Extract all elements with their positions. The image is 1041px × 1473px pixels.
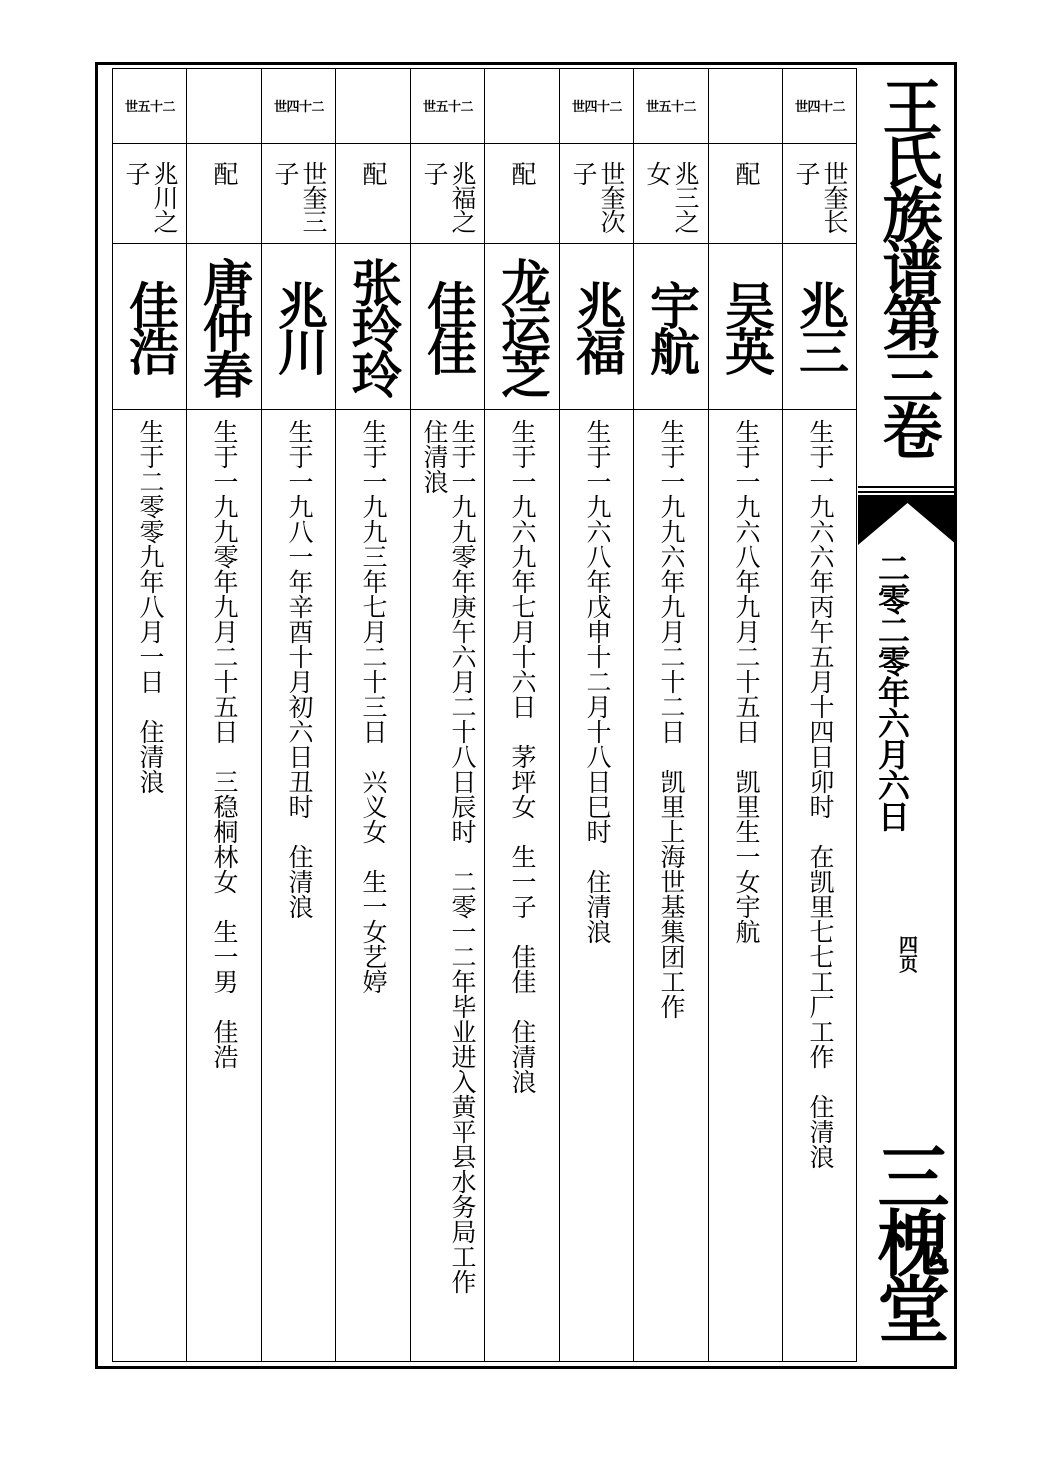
biography-cell <box>634 409 708 1359</box>
generation-cell <box>411 68 485 143</box>
page-number-block <box>858 935 957 973</box>
generation-cell <box>709 68 783 143</box>
person-name: 宇航 <box>642 280 701 372</box>
relation-cell <box>262 143 336 243</box>
relation-label: 配 <box>508 161 537 185</box>
page-number: 四页 <box>896 935 918 973</box>
biography-cell <box>187 409 261 1359</box>
relation-label: 世奎三子 <box>271 161 328 233</box>
generation-label: 二十四世 <box>273 100 324 115</box>
relation-label: 兆川之子 <box>122 161 179 233</box>
biography-text: 生于一九六八年九月二十五日 凯里生一女宇航 <box>732 419 761 944</box>
relation-cell <box>485 143 559 243</box>
relation-cell <box>336 143 410 243</box>
biography-text: 生于一九九零年九月二十五日 三稳桐林女 生一男 佳浩 <box>210 419 239 1069</box>
relation-label: 配 <box>210 161 239 185</box>
generation-cell <box>783 68 857 143</box>
biography-cell <box>709 409 783 1359</box>
biography-text: 生于一九八一年辛酉十月初六日丑时 住清浪 <box>285 419 314 919</box>
generation-cell <box>485 68 559 143</box>
biography-text: 生于一九九零年庚午六月二十八日辰时 二零一二年毕业进入黄平县水务局工作 住清浪 <box>420 419 477 1319</box>
relation-label: 配 <box>359 161 388 185</box>
person-name: 唐仲春 <box>195 257 254 395</box>
name-cell <box>709 243 783 409</box>
person-name: 兆三 <box>791 280 850 372</box>
biography-cell <box>560 409 634 1359</box>
person-name: 佳浩 <box>121 280 180 372</box>
generation-label: 二十五世 <box>124 100 175 115</box>
book-title-block <box>858 76 957 454</box>
banner-ornament <box>858 495 957 545</box>
name-cell <box>262 243 336 409</box>
biography-text: 生于二零零九年八月一日 住清浪 <box>136 419 165 794</box>
name-cell <box>485 243 559 409</box>
name-cell <box>187 243 261 409</box>
relation-label: 兆福之子 <box>420 161 477 233</box>
person-name: 张玲玲 <box>344 257 403 395</box>
title-rule <box>858 486 957 488</box>
relation-cell <box>634 143 708 243</box>
generation-label: 二十五世 <box>645 100 696 115</box>
generation-cell <box>560 68 634 143</box>
biography-text: 生于一九九六年九月二十二日 凯里上海世基集团工作 <box>657 419 686 1019</box>
relation-label: 世奎次子 <box>569 161 626 233</box>
relation-cell <box>187 143 261 243</box>
generation-label: 二十四世 <box>571 100 622 115</box>
book-title: 王氏族谱第三卷 <box>872 76 943 454</box>
name-cell <box>560 243 634 409</box>
name-cell <box>783 243 857 409</box>
relation-cell <box>411 143 485 243</box>
biography-cell <box>411 409 485 1319</box>
generation-label: 二十五世 <box>422 100 473 115</box>
relation-cell <box>709 143 783 243</box>
biography-text: 生于一九九三年七月二十三日 兴义女 生一女艺婷 <box>359 419 388 994</box>
biography-cell <box>113 409 187 1359</box>
relation-cell <box>560 143 634 243</box>
biography-text: 生于一九六八年戊申十二月十八日巳时 住清浪 <box>583 419 612 944</box>
title-rule <box>858 491 957 493</box>
name-cell <box>113 243 187 409</box>
biography-text: 生于一九六六年丙午五月十四日卯时 在凯里七七工厂工作 住清浪 <box>806 419 835 1169</box>
person-name: 吴英 <box>717 280 776 372</box>
date-block <box>858 552 926 831</box>
generation-cell <box>336 68 410 143</box>
person-name: 兆福 <box>568 280 627 372</box>
relation-label: 世奎长子 <box>792 161 849 233</box>
edition-date: 二零二零年六月六日 <box>873 552 911 831</box>
biography-cell <box>485 409 559 1359</box>
person-name: 龙运芝 <box>493 257 552 395</box>
hall-name: 三槐堂 <box>865 1140 951 1338</box>
name-cell <box>336 243 410 409</box>
relation-label: 配 <box>732 161 761 185</box>
generation-cell <box>634 68 708 143</box>
person-name: 佳佳 <box>419 280 478 372</box>
name-cell <box>634 243 708 409</box>
generation-cell <box>113 68 187 143</box>
biography-text: 生于一九六九年七月十六日 茅坪女 生一子 佳佳 住清浪 <box>508 419 537 1094</box>
generation-cell <box>187 68 261 143</box>
hall-name-block <box>858 1140 957 1366</box>
biography-cell <box>262 409 336 1359</box>
relation-label: 兆三之女 <box>643 161 700 233</box>
generation-cell <box>262 68 336 143</box>
relation-cell <box>113 143 187 243</box>
biography-cell <box>336 409 410 1359</box>
generation-label: 二十四世 <box>794 100 845 115</box>
relation-cell <box>783 143 857 243</box>
name-cell <box>411 243 485 409</box>
biography-cell <box>783 409 857 1359</box>
person-name: 兆川 <box>270 280 329 372</box>
